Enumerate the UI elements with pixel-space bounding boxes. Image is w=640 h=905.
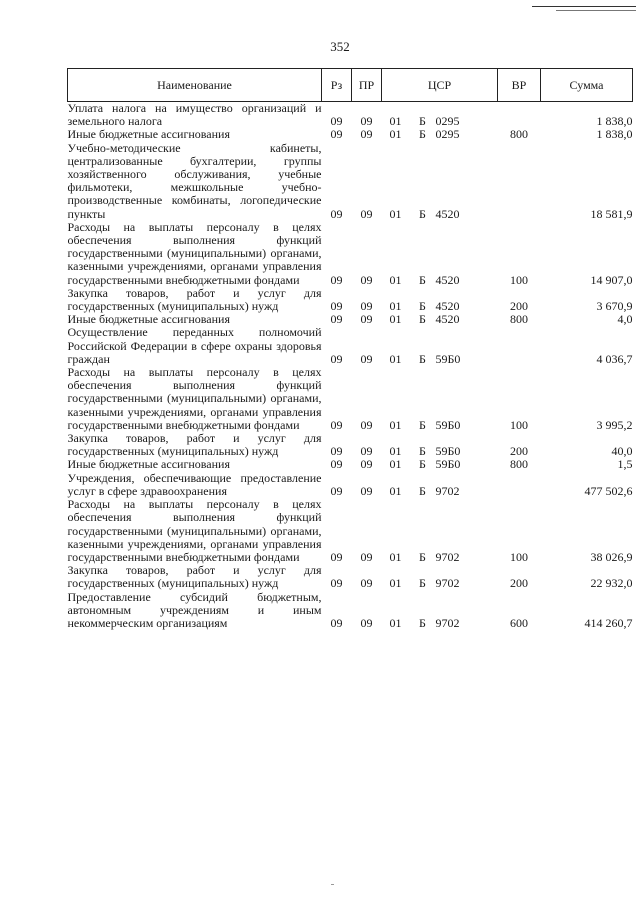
row-pr: 09 xyxy=(360,351,373,366)
row-csr-part2: Б xyxy=(419,576,426,591)
row-pr: 09 xyxy=(360,615,373,630)
row-csr-part2: Б xyxy=(419,312,426,327)
row-csr-part1: 01 xyxy=(389,483,402,498)
row-csr-part2: Б xyxy=(419,351,426,366)
row-name: Закупка товаров, работ и услуг для государственных (муниципальных) нужд xyxy=(67,563,322,591)
row-pr: 09 xyxy=(360,483,373,498)
row-vr: 200 xyxy=(510,299,529,314)
row-rz: 09 xyxy=(330,483,343,498)
row-sum: 22 932,0 xyxy=(590,576,633,591)
table-row xyxy=(68,366,633,432)
row-name: Расходы на выплаты персоналу в целях обеспечения выполнения функций государственными (муниципальными) органами, казенными учреждениями, органами управления государственными внебюджетными фондами xyxy=(67,365,322,432)
row-csr-part2: Б xyxy=(419,127,426,142)
row-csr-part2: Б xyxy=(419,549,426,564)
row-rz: 09 xyxy=(330,114,343,129)
row-csr-part1: 01 xyxy=(389,272,402,287)
row-csr-part1: 01 xyxy=(389,299,402,314)
row-sum: 40,0 xyxy=(611,444,633,459)
table-row xyxy=(68,102,633,129)
row-sum: 38 026,9 xyxy=(590,549,633,564)
table-row xyxy=(68,287,633,313)
row-rz: 09 xyxy=(330,549,343,564)
row-name: Уплата налога на имущество организаций и земельного налога xyxy=(67,101,322,129)
row-csr-part2: Б xyxy=(419,299,426,314)
row-csr-part3: 4520 xyxy=(435,312,460,327)
row-sum: 1 838,0 xyxy=(596,127,633,142)
column-header-csr: ЦСР xyxy=(382,69,498,102)
row-csr-part3: 59Б0 xyxy=(435,351,461,366)
row-csr-part1: 01 xyxy=(389,549,402,564)
row-pr: 09 xyxy=(360,576,373,591)
row-vr: 200 xyxy=(510,444,529,459)
row-vr xyxy=(498,326,541,366)
row-vr: 800 xyxy=(510,127,529,142)
row-rz: 09 xyxy=(330,576,343,591)
row-name: Закупка товаров, работ и услуг для государственных (муниципальных) нужд xyxy=(67,431,322,459)
column-header-rz: Рз xyxy=(322,69,352,102)
row-pr: 09 xyxy=(360,299,373,314)
row-csr-part3: 0295 xyxy=(435,127,460,142)
row-csr-part1: 01 xyxy=(389,457,402,472)
row-csr-part1: 01 xyxy=(389,114,402,129)
row-csr-part2: Б xyxy=(419,457,426,472)
budget-table xyxy=(67,68,633,630)
row-csr-part1: 01 xyxy=(389,444,402,459)
row-csr-part3: 59Б0 xyxy=(435,417,461,432)
row-csr-part3: 9702 xyxy=(435,576,460,591)
column-header-sum: Сумма xyxy=(541,69,633,102)
row-name: Учреждения, обеспечивающие предоставление услуг в сфере здравоохранения xyxy=(67,470,322,498)
table-row xyxy=(68,128,633,141)
row-sum: 1 838,0 xyxy=(596,114,633,129)
scan-mark xyxy=(331,884,334,885)
row-csr-part2: Б xyxy=(419,272,426,287)
header-rule-secondary xyxy=(556,10,636,11)
row-rz: 09 xyxy=(330,444,343,459)
row-csr-part1: 01 xyxy=(389,206,402,221)
row-csr-part2: Б xyxy=(419,114,426,129)
page-number: 352 xyxy=(330,39,350,54)
row-name: Учебно-методические кабинеты, централизованные бухгалтерии, группы хозяйственного обслуживания, учебные фильмотеки, межшкольные учебно-производственные комбинаты, логопедические пункты xyxy=(67,140,322,221)
row-vr: 800 xyxy=(510,457,529,472)
row-rz: 09 xyxy=(330,351,343,366)
row-csr-part3: 9702 xyxy=(435,483,460,498)
row-sum: 18 581,9 xyxy=(590,206,633,221)
row-rz: 09 xyxy=(330,417,343,432)
table-row xyxy=(68,591,633,631)
row-sum: 414 260,7 xyxy=(584,615,633,630)
row-csr-part3: 59Б0 xyxy=(435,444,461,459)
table-row xyxy=(68,498,633,564)
row-csr-part2: Б xyxy=(419,206,426,221)
row-pr: 09 xyxy=(360,549,373,564)
row-vr: 100 xyxy=(510,417,529,432)
row-rz: 09 xyxy=(330,299,343,314)
header-rule xyxy=(532,6,636,7)
row-rz: 09 xyxy=(330,312,343,327)
row-csr-part1: 01 xyxy=(389,312,402,327)
row-name: Иные бюджетные ассигнования xyxy=(67,457,230,472)
column-header-vr: ВР xyxy=(498,69,541,102)
row-csr-part1: 01 xyxy=(389,615,402,630)
row-csr-part1: 01 xyxy=(389,417,402,432)
row-rz: 09 xyxy=(330,206,343,221)
table-row xyxy=(68,326,633,366)
row-sum: 477 502,6 xyxy=(584,483,633,498)
row-sum: 4 036,7 xyxy=(596,351,633,366)
table-row xyxy=(68,432,633,458)
row-rz: 09 xyxy=(330,457,343,472)
row-vr xyxy=(498,102,541,129)
row-csr-part2: Б xyxy=(419,444,426,459)
row-pr: 09 xyxy=(360,114,373,129)
table-row xyxy=(68,458,633,471)
table-row xyxy=(68,221,633,287)
row-sum: 1,5 xyxy=(617,457,633,472)
row-name: Расходы на выплаты персоналу в целях обеспечения выполнения функций государственными (муниципальными) органами, казенными учреждениями, органами управления государственными внебюджетными фондами xyxy=(67,497,322,564)
row-rz: 09 xyxy=(330,127,343,142)
row-name: Предоставление субсидий бюджетным, автономным учреждениям и иным некоммерческим организациям xyxy=(67,589,322,630)
row-pr: 09 xyxy=(360,127,373,142)
row-pr: 09 xyxy=(360,444,373,459)
row-name: Осуществление переданных полномочий Российской Федерации в сфере охраны здоровья граждан xyxy=(67,325,322,366)
row-name: Иные бюджетные ассигнования xyxy=(67,127,230,142)
row-pr: 09 xyxy=(360,206,373,221)
row-pr: 09 xyxy=(360,417,373,432)
column-header-name: Наименование xyxy=(68,69,322,102)
row-vr: 200 xyxy=(510,576,529,591)
row-rz: 09 xyxy=(330,272,343,287)
row-sum: 14 907,0 xyxy=(590,272,633,287)
row-vr: 600 xyxy=(510,615,529,630)
row-vr: 800 xyxy=(510,312,529,327)
row-csr-part3: 0295 xyxy=(435,114,460,129)
row-pr: 09 xyxy=(360,312,373,327)
row-csr-part2: Б xyxy=(419,483,426,498)
row-vr: 100 xyxy=(510,549,529,564)
row-vr xyxy=(498,142,541,221)
row-csr-part1: 01 xyxy=(389,127,402,142)
row-name: Иные бюджетные ассигнования xyxy=(67,312,230,327)
row-sum: 3 670,9 xyxy=(596,299,633,314)
row-vr xyxy=(498,472,541,498)
row-sum: 4,0 xyxy=(617,312,633,327)
row-sum: 3 995,2 xyxy=(596,417,633,432)
row-name: Закупка товаров, работ и услуг для государственных (муниципальных) нужд xyxy=(67,285,322,314)
row-csr-part3: 4520 xyxy=(435,299,460,314)
table-row xyxy=(68,564,633,590)
table-row xyxy=(68,472,633,498)
column-header-pr: ПР xyxy=(352,69,382,102)
row-pr: 09 xyxy=(360,457,373,472)
row-csr-part3: 4520 xyxy=(435,206,460,221)
row-pr: 09 xyxy=(360,272,373,287)
row-csr-part1: 01 xyxy=(389,576,402,591)
row-csr-part3: 59Б0 xyxy=(435,457,461,472)
row-csr-part2: Б xyxy=(419,417,426,432)
row-csr-part1: 01 xyxy=(389,351,402,366)
table-row xyxy=(68,142,633,221)
row-csr-part3: 9702 xyxy=(435,549,460,564)
table-header-row xyxy=(68,69,633,102)
row-csr-part3: 4520 xyxy=(435,272,460,287)
row-vr: 100 xyxy=(510,272,529,287)
row-csr-part3: 9702 xyxy=(435,615,460,630)
row-name: Расходы на выплаты персоналу в целях обеспечения выполнения функций государственными (муниципальными) органами, казенными учреждениями, органами управления государственными внебюджетными фондами xyxy=(67,219,322,287)
row-csr-part2: Б xyxy=(419,615,426,630)
row-rz: 09 xyxy=(330,615,343,630)
